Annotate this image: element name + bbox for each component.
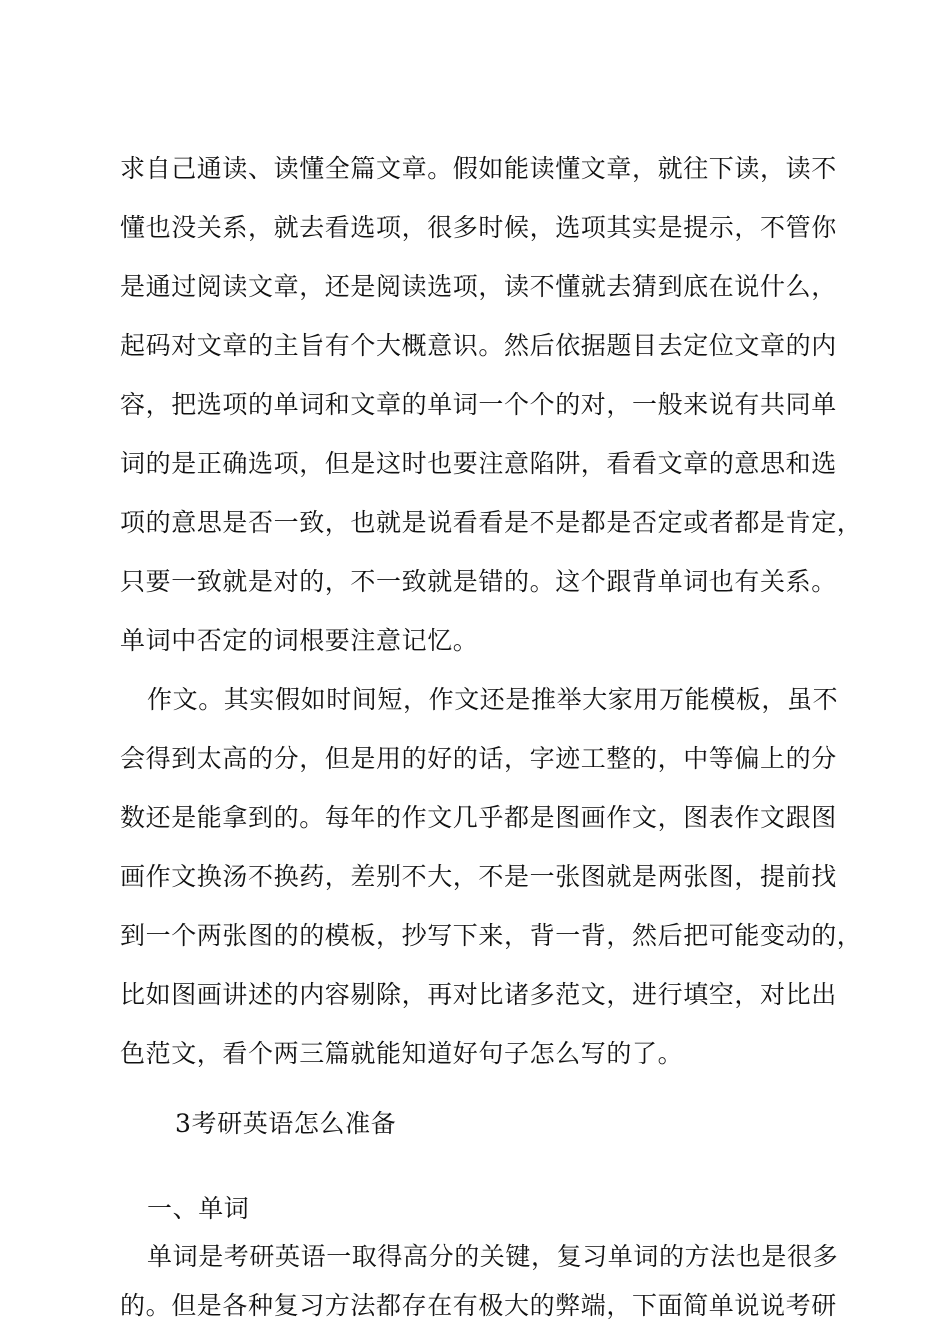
section-heading: 3考研英语怎么准备: [175, 1109, 397, 1138]
paragraph-2-line-7: 色范文，看个两三篇就能知道好句子怎么写的了。: [120, 1039, 684, 1068]
paragraph-1-line-9: 单词中否定的词根要注意记忆。: [120, 626, 479, 655]
paragraph-2-line-6: 比如图画讲述的内容剔除，再对比诸多范文，进行填空，对比出: [120, 980, 837, 1009]
paragraph-1-line-3: 是通过阅读文章，还是阅读选项，读不懂就去猜到底在说什么，: [120, 272, 837, 301]
paragraph-1-line-2: 懂也没关系，就去看选项，很多时候，选项其实是提示，不管你: [120, 213, 837, 242]
paragraph-2-line-4: 画作文换汤不换药，差别不大，不是一张图就是两张图，提前找: [120, 862, 837, 891]
paragraph-3-line-2: 的。但是各种复习方法都存在有极大的弊端，下面简单说说考研: [120, 1291, 837, 1320]
paragraph-2-line-3: 数还是能拿到的。每年的作文几乎都是图画作文，图表作文跟图: [120, 803, 837, 832]
paragraph-1-line-6: 词的是正确选项，但是这时也要注意陷阱，看看文章的意思和选: [120, 449, 837, 478]
paragraph-3-line-1: 单词是考研英语一取得高分的关键，复习单词的方法也是很多: [147, 1242, 839, 1271]
paragraph-2-line-1: 作文。其实假如时间短，作文还是推举大家用万能模板，虽不: [147, 685, 839, 714]
subheading: 一、单词: [147, 1194, 250, 1223]
paragraph-1-line-8: 只要一致就是对的，不一致就是错的。这个跟背单词也有关系。: [120, 567, 837, 596]
paragraph-1-line-4: 起码对文章的主旨有个大概意识。然后依据题目去定位文章的内: [120, 331, 837, 360]
paragraph-2-line-5: 到一个两张图的的模板，抄写下来，背一背，然后把可能变动的，: [120, 921, 863, 950]
paragraph-1-line-7: 项的意思是否一致，也就是说看看是不是都是否定或者都是肯定，: [120, 508, 863, 537]
paragraph-1-line-1: 求自己通读、读懂全篇文章。假如能读懂文章，就往下读，读不: [120, 154, 837, 183]
paragraph-1-line-5: 容，把选项的单词和文章的单词一个个的对，一般来说有共同单: [120, 390, 837, 419]
paragraph-2-line-2: 会得到太高的分，但是用的好的话，字迹工整的，中等偏上的分: [120, 744, 837, 773]
